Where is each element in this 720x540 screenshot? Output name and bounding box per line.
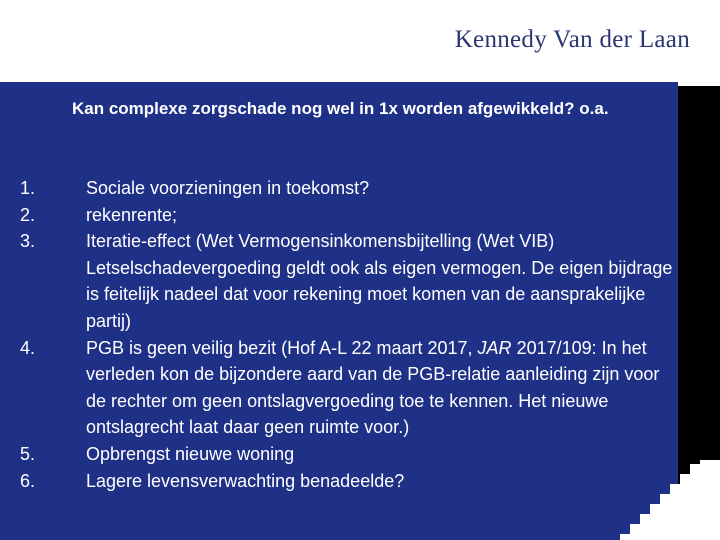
slide-list [20,175,680,494]
list-item [20,175,680,202]
list-item-text: Opbrengst nieuwe woning [86,443,295,464]
list-item-number: 6. [20,470,36,491]
list-item-text: PGB is geen veilig bezit (Hof A-L 22 maart 2017, [86,337,478,358]
list-item-text: Lagere levensverwachting benadeelde? [86,470,405,491]
journal-name: JAR [477,337,512,358]
list-item-text: 2017/109: In het verleden kon de bijzondere aard van de PGB-relatie aanleiding zijn voor de rechter om geen ontslagvergoeding toe te kennen. Het nieuwe ontslagrecht laat daar geen ruimte voor.) [86,337,660,438]
list-item [20,202,680,229]
list-item-number: 4. [20,337,36,358]
list-item-number: 1. [20,178,36,198]
list-item-number: 3. [20,231,36,252]
list-item [20,468,680,495]
header [0,0,720,82]
list-item [20,228,680,334]
list-item-text: Sociale voorzieningen in toekomst? [86,178,370,198]
list-item-number: 2. [20,204,36,225]
list-item-text: Iteratie-effect (Wet Vermogensinkomensbijtelling (Wet VIB) Letselschadevergoeding geldt ook als eigen vermogen. De eigen bijdrage is feitelijk nadeel dat voor rekening moet komen van de aansprakelijke partij) [86,231,673,331]
company-logo: Kennedy Van der Laan [454,26,690,53]
list-item-text: rekenrente; [86,204,178,225]
slide-title: Kan complexe zorgschade nog wel in 1x worden afgewikkeld? o.a. [72,99,609,118]
list-item [20,441,680,468]
list-item [20,335,680,441]
list-item-number: 5. [20,443,36,464]
